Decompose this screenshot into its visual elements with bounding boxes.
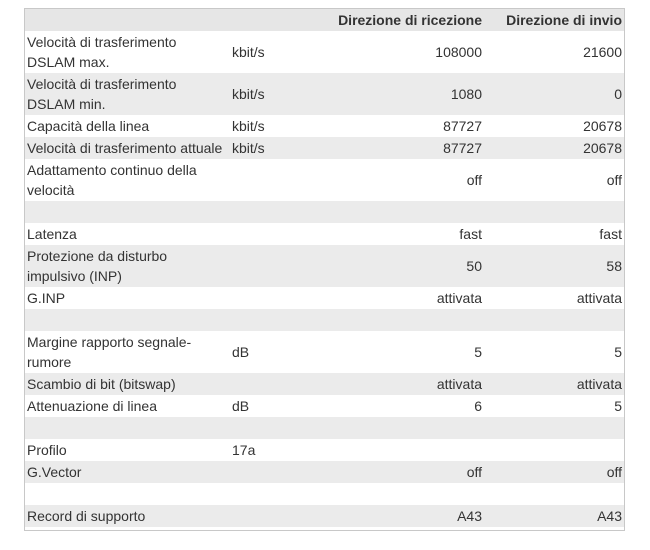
row-label: Profilo	[25, 439, 230, 461]
row-receive-value: 6	[310, 395, 484, 417]
row-receive-value: fast	[310, 223, 484, 245]
row-receive-value: attivata	[310, 373, 484, 395]
row-label: Capacità della linea	[25, 115, 230, 137]
row-send-value: 58	[484, 245, 624, 287]
row-label: G.Vector	[25, 461, 230, 483]
table-spacer-row	[25, 201, 624, 223]
row-receive-value: attivata	[310, 287, 484, 309]
table-row	[25, 73, 624, 115]
table-row	[25, 159, 624, 201]
table-row	[25, 287, 624, 309]
table-spacer-row	[25, 417, 624, 439]
table-row	[25, 395, 624, 417]
row-label	[25, 309, 230, 331]
row-receive-value: 5	[310, 331, 484, 373]
row-unit	[230, 223, 310, 245]
row-send-value	[484, 201, 624, 223]
row-unit	[230, 201, 310, 223]
table-row	[25, 223, 624, 245]
row-unit	[230, 309, 310, 331]
row-send-value	[484, 439, 624, 461]
table-row	[25, 505, 624, 527]
row-label: Velocità di trasferimento DSLAM min.	[25, 73, 230, 115]
table-row	[25, 331, 624, 373]
row-label: G.INP	[25, 287, 230, 309]
row-send-value: 20678	[484, 137, 624, 159]
row-unit: dB	[230, 331, 310, 373]
row-unit	[230, 373, 310, 395]
row-send-value: 5	[484, 331, 624, 373]
row-send-value: 21600	[484, 31, 624, 73]
row-unit: kbit/s	[230, 137, 310, 159]
row-label: Protezione da disturbo impulsivo (INP)	[25, 245, 230, 287]
row-receive-value: 87727	[310, 137, 484, 159]
table-row	[25, 137, 624, 159]
table-row	[25, 439, 624, 461]
row-send-value: off	[484, 159, 624, 201]
row-label	[25, 201, 230, 223]
table-header-row	[25, 9, 624, 31]
row-receive-value: A43	[310, 505, 484, 527]
row-receive-value: off	[310, 159, 484, 201]
table-spacer-row	[25, 309, 624, 331]
row-unit: dB	[230, 395, 310, 417]
row-unit	[230, 505, 310, 527]
row-send-value: attivata	[484, 287, 624, 309]
row-receive-value	[310, 309, 484, 331]
dsl-info-table	[25, 9, 624, 527]
row-receive-value	[310, 483, 484, 505]
row-send-value: 5	[484, 395, 624, 417]
table-spacer-row	[25, 483, 624, 505]
row-receive-value	[310, 417, 484, 439]
row-unit: kbit/s	[230, 115, 310, 137]
row-label: Attenuazione di linea	[25, 395, 230, 417]
row-unit	[230, 245, 310, 287]
row-unit: kbit/s	[230, 73, 310, 115]
header-label	[25, 9, 230, 31]
row-unit: kbit/s	[230, 31, 310, 73]
row-unit: 17a	[230, 439, 310, 461]
row-send-value: 0	[484, 73, 624, 115]
row-label: Record di supporto	[25, 505, 230, 527]
row-receive-value	[310, 439, 484, 461]
row-receive-value: 50	[310, 245, 484, 287]
row-receive-value: 1080	[310, 73, 484, 115]
row-send-value	[484, 417, 624, 439]
row-receive-value: 87727	[310, 115, 484, 137]
row-receive-value: 108000	[310, 31, 484, 73]
row-receive-value: off	[310, 461, 484, 483]
row-send-value	[484, 309, 624, 331]
row-unit	[230, 483, 310, 505]
row-send-value: attivata	[484, 373, 624, 395]
row-unit	[230, 159, 310, 201]
row-unit	[230, 417, 310, 439]
row-send-value: fast	[484, 223, 624, 245]
row-send-value: off	[484, 461, 624, 483]
row-unit	[230, 287, 310, 309]
row-label: Scambio di bit (bitswap)	[25, 373, 230, 395]
row-label: Adattamento continuo della velocità	[25, 159, 230, 201]
header-receive-direction: Direzione di ricezione	[310, 9, 484, 31]
table-row	[25, 115, 624, 137]
header-unit	[230, 9, 310, 31]
row-label: Velocità di trasferimento DSLAM max.	[25, 31, 230, 73]
row-label	[25, 483, 230, 505]
row-receive-value	[310, 201, 484, 223]
table-row	[25, 31, 624, 73]
table-row	[25, 245, 624, 287]
row-unit	[230, 461, 310, 483]
row-label: Margine rapporto segnale-rumore	[25, 331, 230, 373]
table-row	[25, 461, 624, 483]
row-label: Velocità di trasferimento attuale	[25, 137, 230, 159]
row-send-value	[484, 483, 624, 505]
table-row	[25, 373, 624, 395]
row-send-value: 20678	[484, 115, 624, 137]
row-label	[25, 417, 230, 439]
row-send-value: A43	[484, 505, 624, 527]
row-label: Latenza	[25, 223, 230, 245]
header-send-direction: Direzione di invio	[484, 9, 624, 31]
